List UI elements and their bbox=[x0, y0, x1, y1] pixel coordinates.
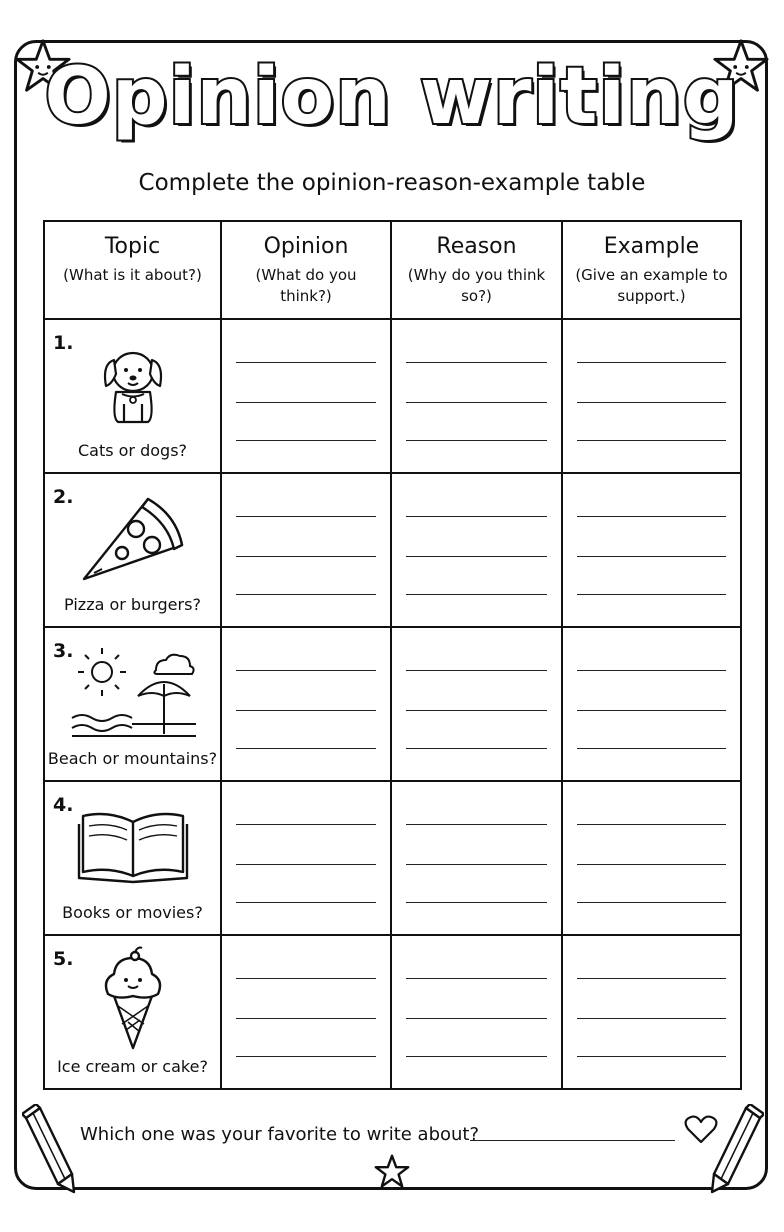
example-cell[interactable] bbox=[562, 935, 741, 1089]
ice-cream-icon bbox=[98, 950, 168, 1050]
pizza-icon bbox=[78, 493, 188, 583]
opinion-cell[interactable] bbox=[221, 627, 391, 781]
opinion-cell[interactable] bbox=[221, 935, 391, 1089]
opinion-cell[interactable] bbox=[221, 473, 391, 627]
topic-cell bbox=[44, 627, 221, 781]
topic-cell bbox=[44, 473, 221, 627]
pencil-icon-left bbox=[22, 1104, 78, 1194]
topic-cell bbox=[44, 935, 221, 1089]
table-row bbox=[44, 781, 741, 935]
star-icon-bottom bbox=[374, 1154, 410, 1190]
reason-cell[interactable] bbox=[391, 473, 562, 627]
column-header-example: Example (Give an example to support.) bbox=[562, 221, 741, 319]
book-icon bbox=[73, 806, 193, 886]
table-row bbox=[44, 319, 741, 473]
pencil-icon-right bbox=[708, 1104, 764, 1194]
column-header-opinion: Opinion (What do you think?) bbox=[221, 221, 391, 319]
reason-cell[interactable] bbox=[391, 627, 562, 781]
opinion-cell[interactable] bbox=[221, 319, 391, 473]
table-row bbox=[44, 627, 741, 781]
dog-icon bbox=[98, 344, 168, 424]
favorite-answer-line[interactable] bbox=[470, 1140, 675, 1141]
reason-cell[interactable] bbox=[391, 319, 562, 473]
row-number: 1. bbox=[53, 332, 74, 354]
beach-icon bbox=[68, 644, 198, 740]
row-number: 3. bbox=[53, 640, 74, 662]
reason-cell[interactable] bbox=[391, 781, 562, 935]
reason-cell[interactable] bbox=[391, 935, 562, 1089]
example-cell[interactable] bbox=[562, 319, 741, 473]
example-cell[interactable] bbox=[562, 781, 741, 935]
topic-label: Beach or mountains? bbox=[47, 749, 218, 768]
row-number: 2. bbox=[53, 486, 74, 508]
topic-cell bbox=[44, 781, 221, 935]
table-header-row bbox=[44, 221, 741, 319]
topic-cell bbox=[44, 319, 221, 473]
table-row bbox=[44, 473, 741, 627]
topic-label: Ice cream or cake? bbox=[57, 1057, 208, 1076]
row-number: 4. bbox=[53, 794, 74, 816]
row-number: 5. bbox=[53, 948, 74, 970]
topic-label: Cats or dogs? bbox=[77, 441, 188, 460]
page-subtitle: Complete the opinion-reason-example table bbox=[138, 170, 646, 196]
opinion-table bbox=[43, 220, 742, 1090]
table-row bbox=[44, 935, 741, 1089]
opinion-cell[interactable] bbox=[221, 781, 391, 935]
page-title: Opinion writing bbox=[44, 52, 740, 142]
footer-question: Which one was your favorite to write about? bbox=[80, 1124, 480, 1145]
column-header-topic: Topic (What is it about?) bbox=[44, 221, 221, 319]
example-cell[interactable] bbox=[562, 473, 741, 627]
example-cell[interactable] bbox=[562, 627, 741, 781]
topic-label: Books or movies? bbox=[62, 903, 203, 922]
column-header-reason: Reason (Why do you think so?) bbox=[391, 221, 562, 319]
topic-label: Pizza or burgers? bbox=[64, 595, 201, 614]
